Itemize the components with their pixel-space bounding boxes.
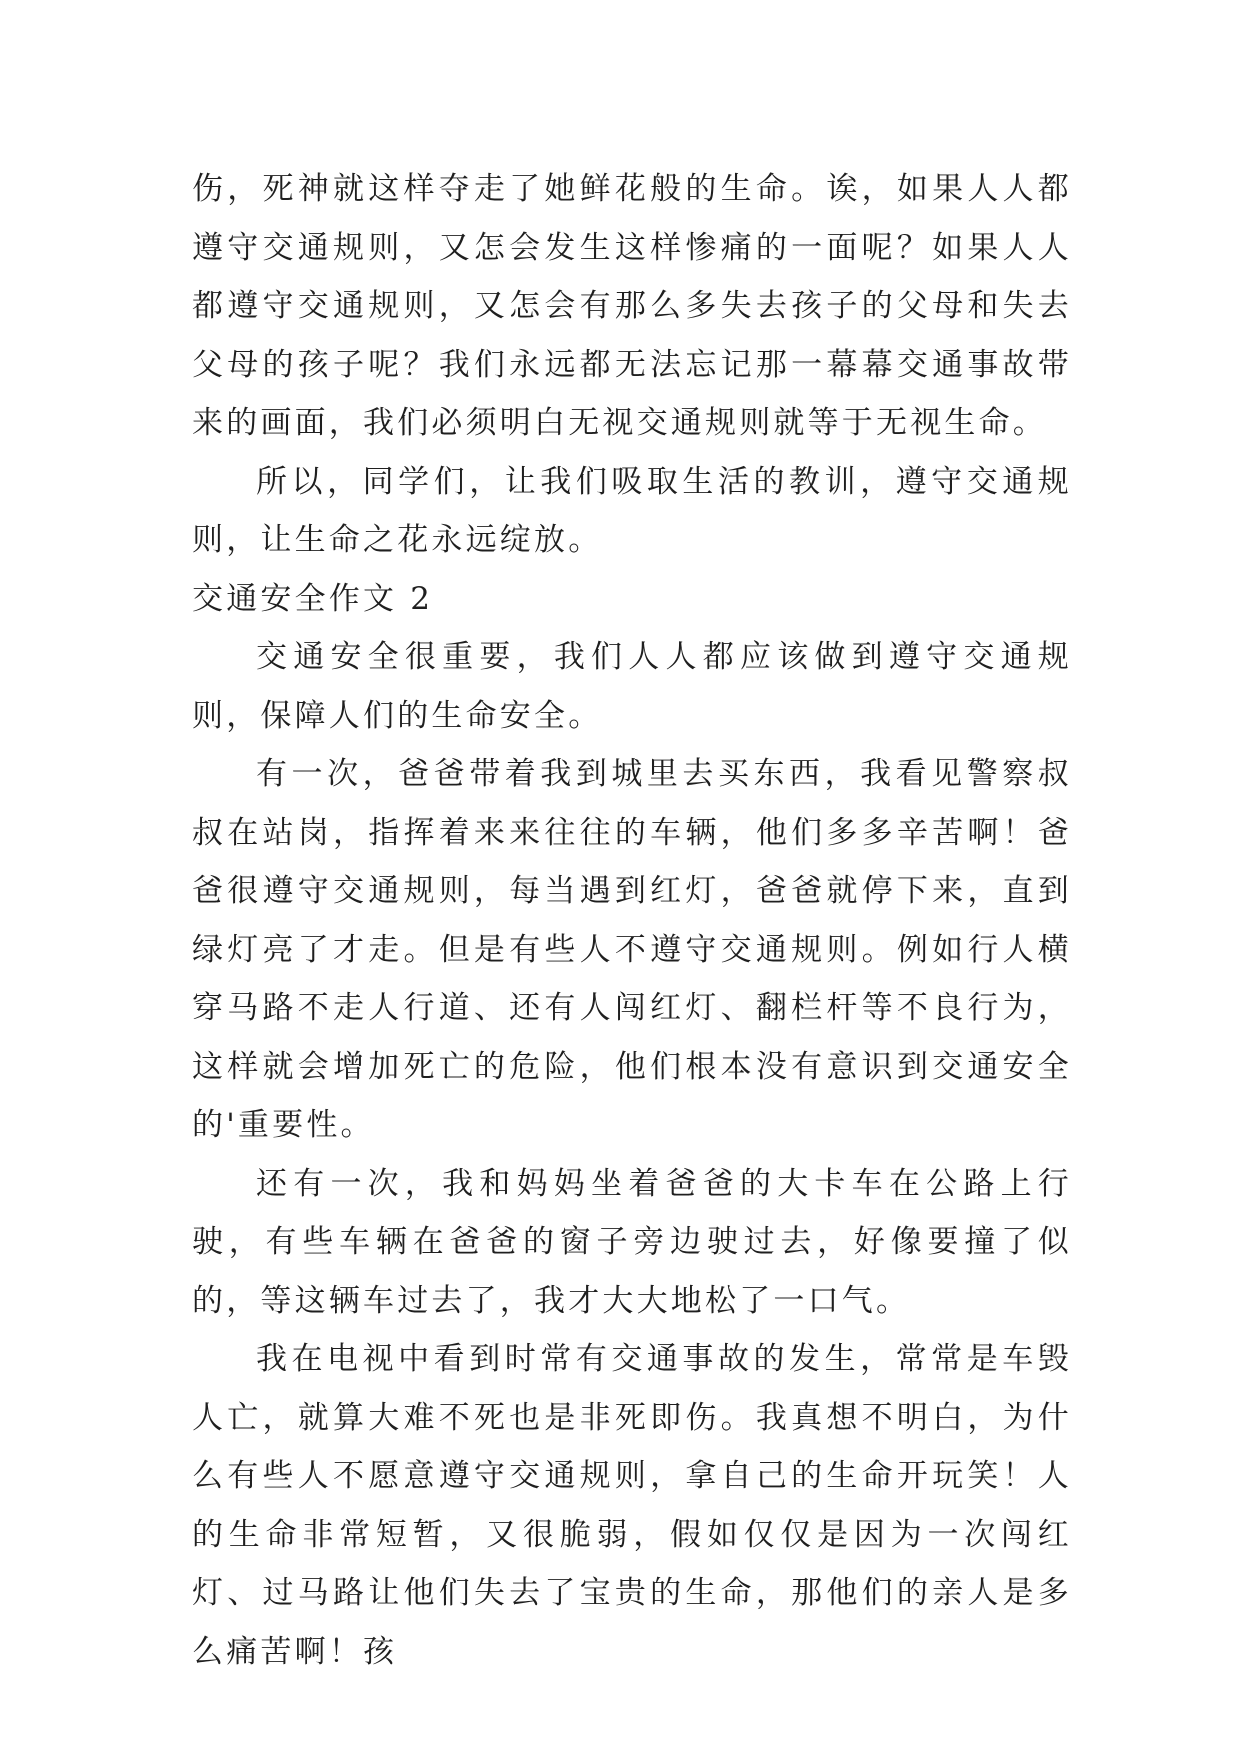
paragraph-continued: 伤，死神就这样夺走了她鲜花般的生命。诶，如果人人都遵守交通规则，又怎会发生这样惨痛的一面呢？如果人人都遵守交通规则，又怎会有那么多失去孩子的父母和失去父母的孩子呢？我们永远都无法忘记那一幕幕交通事故带来的画面，我们必须明白无视交通规则就等于无视生命。 xyxy=(192,171,1072,441)
paragraph-intro: 交通安全很重要，我们人人都应该做到遵守交通规则，保障人们的生命安全。 xyxy=(192,639,1072,734)
essay-heading: 交通安全作文 2 xyxy=(192,580,434,617)
paragraph-conclusion: 所以，同学们，让我们吸取生活的教训，遵守交通规则，让生命之花永远绽放。 xyxy=(192,463,1072,558)
paragraph-truck-ride: 还有一次，我和妈妈坐着爸爸的大卡车在公路上行驶，有些车辆在爸爸的窗子旁边驶过去，好像要撞了似的，等这辆车过去了，我才大大地松了一口气。 xyxy=(192,1165,1072,1319)
paragraph-city-trip: 有一次，爸爸带着我到城里去买东西，我看见警察叔叔在站岗，指挥着来来往往的车辆，他们多多辛苦啊！爸爸很遵守交通规则，每当遇到红灯，爸爸就停下来，直到绿灯亮了才走。但是有些人不遵守交通规则。例如行人横穿马路不走人行道、还有人闯红灯、翻栏杆等不良行为，这样就会增加死亡的危险，他们根本没有意识到交通安全的'重要性。 xyxy=(192,756,1072,1143)
paragraph-tv-accidents: 我在电视中看到时常有交通事故的发生，常常是车毁人亡，就算大难不死也是非死即伤。我真想不明白，为什么有些人不愿意遵守交通规则，拿自己的生命开玩笑！人的生命非常短暂，又很脆弱，假如仅仅是因为一次闯红灯、过马路让他们失去了宝贵的生命，那他们的亲人是多么痛苦啊！孩 xyxy=(192,1341,1072,1670)
document-body xyxy=(192,160,1072,1681)
